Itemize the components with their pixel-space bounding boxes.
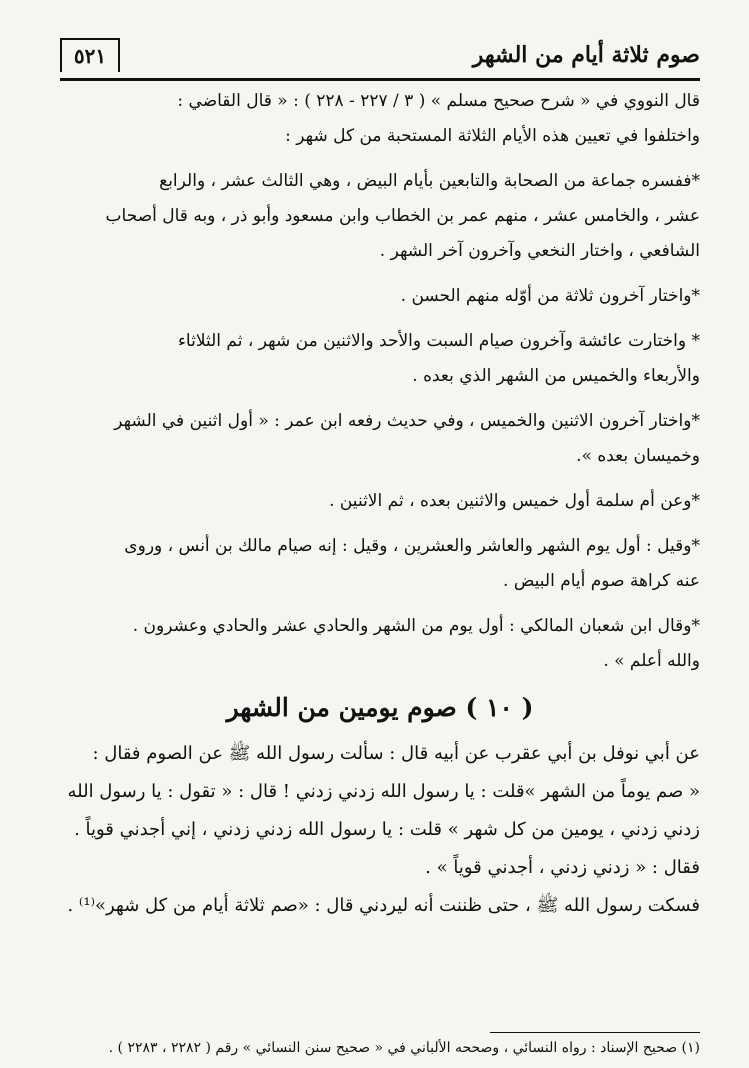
paragraph xyxy=(60,850,700,886)
paragraph xyxy=(60,812,700,848)
page-header xyxy=(60,38,700,81)
paragraph xyxy=(60,529,700,599)
footnote: (١) صحيح الإسناد : رواه النسائي ، وصححه الألباني في « صحيح سنن النسائي » رقم ( ٢٢٨٢ ، ٢٢٨٣ ) . xyxy=(108,1040,700,1056)
text-line: *واختار آخرون ثلاثة من أوّله منهم الحسن . xyxy=(400,286,700,306)
text-line: عن أبي نوفل بن أبي عقرب عن أبيه قال : سألت رسول الله ﷺ عن الصوم فقال : xyxy=(92,743,700,764)
text-line: زدني زدني ، يومين من كل شهر » قلت : يا رسول الله زدني زدني ، إني أجدني قوياً . xyxy=(74,819,700,840)
text-line: « صم يوماً من الشهر »قلت : يا رسول الله زدني زدني ! قال : « تقول : يا رسول الله xyxy=(67,781,700,802)
text-line: الشافعي ، واختار النخعي وآخرون آخر الشهر . xyxy=(379,241,700,261)
text-line: عشر ، والخامس عشر ، منهم عمر بن الخطاب وابن مسعود وأبو ذر ، وبه قال أصحاب xyxy=(105,206,700,226)
paragraph xyxy=(60,888,700,924)
text-line: *وعن أم سلمة أول خميس والاثنين بعده ، ثم الاثنين . xyxy=(329,491,700,511)
footnote-divider xyxy=(490,1032,700,1033)
text-line: * واختارت عائشة وآخرون صيام السبت والأحد والاثنين من شهر ، ثم الثلاثاء xyxy=(177,331,700,351)
running-title: صوم ثلاثة أيام من الشهر xyxy=(472,42,700,68)
text-line: عنه كراهة صوم أيام البيض . xyxy=(503,571,700,591)
paragraph xyxy=(60,164,700,269)
text-line: فسكت رسول الله ﷺ ، حتى ظننت أنه ليردني قال : «صم ثلاثة أيام من كل شهر»⁽¹⁾ . xyxy=(67,895,700,916)
page-content xyxy=(60,84,700,926)
section-body xyxy=(60,736,700,924)
text-line: والأربعاء والخميس من الشهر الذي بعده . xyxy=(412,366,700,386)
paragraph xyxy=(60,736,700,772)
text-line: *وقال ابن شعبان المالكي : أول يوم من الشهر والحادي عشر والحادي وعشرون . xyxy=(132,616,700,636)
text-line: *وقيل : أول يوم الشهر والعاشر والعشرين ، وقيل : إنه صيام مالك بن أنس ، وروى xyxy=(124,536,700,556)
text-line: *ففسره جماعة من الصحابة والتابعين بأيام البيض ، وهي الثالث عشر ، والرابع xyxy=(159,171,700,191)
text-line: فقال : « زدني زدني ، أجدني قوياً » . xyxy=(425,857,700,878)
paragraph xyxy=(60,279,700,314)
paragraph xyxy=(60,484,700,519)
paragraph xyxy=(60,404,700,474)
text-line: واختلفوا في تعيين هذه الأيام الثلاثة المستحبة من كل شهر : xyxy=(285,126,700,146)
paragraph-list xyxy=(60,84,700,679)
section-title: ( ١٠ ) صوم يومين من الشهر xyxy=(226,693,534,722)
page-number: ٥٢١ xyxy=(60,38,120,72)
paragraph xyxy=(60,609,700,679)
text-line: وخميسان بعده ». xyxy=(576,446,700,466)
paragraph xyxy=(60,84,700,154)
text-line: قال النووي في « شرح صحيح مسلم » ( ٣ / ٢٢٧ - ٢٢٨ ) : « قال القاضي : xyxy=(177,91,700,111)
paragraph xyxy=(60,774,700,810)
text-line: *واختار آخرون الاثنين والخميس ، وفي حديث رفعه ابن عمر : « أول اثنين في الشهر xyxy=(114,411,700,431)
text-line: والله أعلم » . xyxy=(603,651,700,671)
paragraph xyxy=(60,324,700,394)
